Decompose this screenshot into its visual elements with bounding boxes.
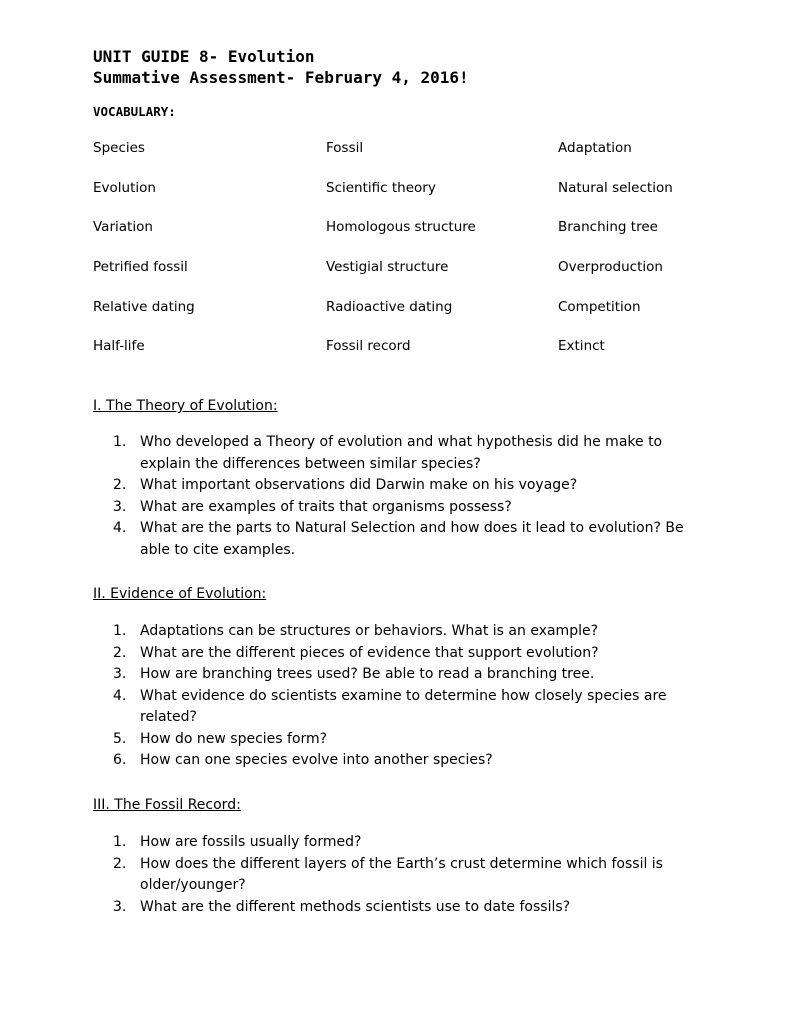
vocabulary-term: Natural selection bbox=[558, 179, 673, 196]
vocabulary-term: Branching tree bbox=[558, 219, 658, 236]
question-text: How do new species form? bbox=[140, 730, 328, 747]
question-number: 2. bbox=[113, 644, 127, 661]
question-item bbox=[113, 832, 713, 854]
question-text: How are fossils usually formed? bbox=[140, 834, 362, 850]
vocabulary-term: Petrified fossil bbox=[93, 259, 188, 276]
question-text: How are branching trees used? Be able to read a branching tree. bbox=[140, 666, 595, 682]
vocabulary-term: Homologous structure bbox=[326, 219, 476, 236]
question-number: 4. bbox=[113, 687, 127, 704]
vocabulary-term: Adaptation bbox=[558, 140, 632, 156]
document-title: UNIT GUIDE 8- Evolution bbox=[93, 47, 315, 66]
vocabulary-term: Evolution bbox=[93, 179, 156, 196]
question-number: 2. bbox=[113, 855, 127, 872]
vocabulary-term: Extinct bbox=[558, 338, 605, 355]
vocabulary-term: Radioactive dating bbox=[326, 298, 453, 315]
vocabulary-row bbox=[93, 336, 753, 376]
vocabulary-row bbox=[93, 138, 753, 178]
question-item bbox=[113, 518, 713, 561]
question-number: 5. bbox=[113, 730, 127, 747]
question-number: 6. bbox=[113, 752, 127, 768]
question-item bbox=[113, 475, 713, 497]
question-item bbox=[113, 664, 713, 686]
question-text: How can one species evolve into another species? bbox=[140, 752, 493, 768]
question-number: 2. bbox=[113, 477, 127, 493]
document-subtitle: Summative Assessment- February 4, 2016! bbox=[93, 68, 469, 87]
section-heading-evidence: II. Evidence of Evolution: bbox=[93, 586, 267, 602]
question-item bbox=[113, 432, 713, 475]
question-item bbox=[113, 854, 713, 897]
vocabulary-term: Scientific theory bbox=[326, 179, 436, 196]
question-number: 3. bbox=[113, 898, 127, 915]
question-item bbox=[113, 729, 713, 751]
vocabulary-term: Species bbox=[93, 140, 145, 156]
question-number: 4. bbox=[113, 520, 127, 536]
vocabulary-term: Vestigial structure bbox=[326, 259, 449, 276]
vocabulary-term: Relative dating bbox=[93, 298, 195, 315]
vocabulary-term: Competition bbox=[558, 298, 641, 315]
vocabulary-grid bbox=[93, 138, 753, 376]
vocabulary-row bbox=[93, 178, 753, 218]
question-item bbox=[113, 621, 713, 643]
question-number: 1. bbox=[113, 834, 127, 850]
question-item bbox=[113, 750, 713, 772]
section-heading-theory: I. The Theory of Evolution: bbox=[93, 398, 278, 414]
question-text: What important observations did Darwin make on his voyage? bbox=[140, 477, 578, 493]
question-number: 3. bbox=[113, 666, 127, 682]
question-text: What are the different pieces of evidence that support evolution? bbox=[140, 644, 599, 661]
question-number: 1. bbox=[113, 434, 127, 450]
question-item bbox=[113, 643, 713, 665]
question-text: Who developed a Theory of evolution and what hypothesis did he make to explain the differences between similar species? bbox=[140, 434, 663, 472]
vocabulary-row bbox=[93, 217, 753, 257]
vocabulary-term: Half-life bbox=[93, 338, 145, 355]
question-list-theory bbox=[113, 432, 713, 561]
question-text: What evidence do scientists examine to determine how closely species are related? bbox=[140, 687, 667, 725]
vocabulary-row bbox=[93, 257, 753, 297]
question-text: Adaptations can be structures or behaviors. What is an example? bbox=[140, 623, 599, 639]
vocabulary-term: Fossil bbox=[326, 140, 364, 156]
section-heading-fossil-record: III. The Fossil Record: bbox=[93, 797, 241, 813]
question-number: 1. bbox=[113, 623, 127, 639]
vocabulary-term: Fossil record bbox=[326, 338, 411, 355]
question-text: What are the parts to Natural Selection and how does it lead to evolution? Be able to cite examples. bbox=[140, 520, 684, 558]
vocabulary-row bbox=[93, 297, 753, 337]
question-item bbox=[113, 897, 713, 919]
question-list-evidence bbox=[113, 621, 713, 772]
vocabulary-term: Overproduction bbox=[558, 259, 663, 276]
question-list-fossil-record bbox=[113, 832, 713, 918]
vocabulary-heading: VOCABULARY: bbox=[93, 104, 176, 119]
question-text: What are examples of traits that organisms possess? bbox=[140, 498, 512, 515]
question-text: What are the different methods scientists use to date fossils? bbox=[140, 898, 571, 915]
question-item bbox=[113, 497, 713, 519]
question-item bbox=[113, 686, 713, 729]
question-number: 3. bbox=[113, 498, 127, 515]
question-text: How does the different layers of the Earth’s crust determine which fossil is older/younger? bbox=[140, 855, 663, 893]
vocabulary-term: Variation bbox=[93, 219, 153, 236]
